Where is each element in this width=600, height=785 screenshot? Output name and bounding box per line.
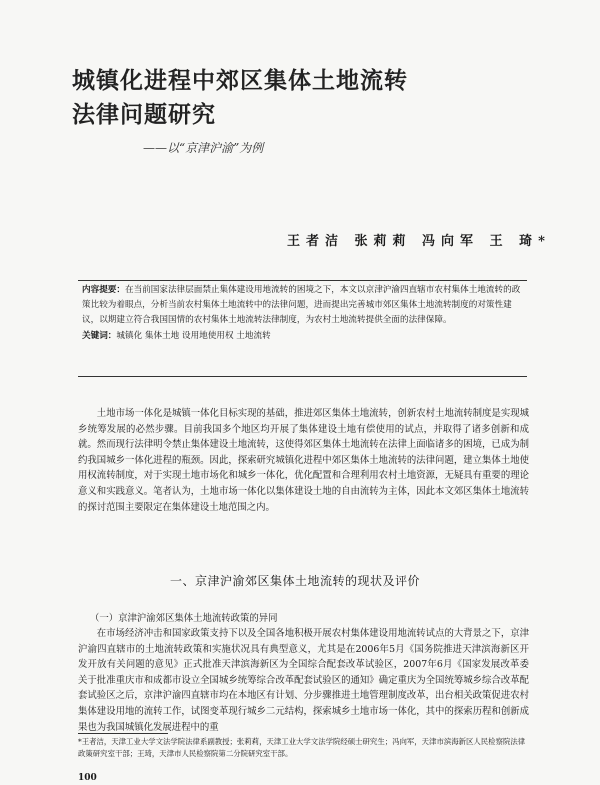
paper-title-line-2: 法律问题研究 (72, 102, 216, 128)
paper-title-line-1: 城镇化进程中郊区集体土地流转 (72, 68, 408, 94)
intro-paragraph: 土地市场一体化是城镇一体化目标实现的基础，推进郊区集体土地流转，创新农村土地流转制度是实现城乡统筹发展的必然步骤。目前我国多个地区均开展了集体建设土地有偿使用的试点，并取得了诸多创新和成就。然而现行法律明令禁止集体建设土地流转，这使得郊区集体土地流转在法律上面临诸多的困境，已成为制约我国城乡一体化进程的瓶颈。因此，探索研究城镇化进程中郊区集体土地流转的法律问题，建立集体土地使用权流转制度，对于实现土地市场化和城乡一体化，优化配置和合理利用农村土地资源，无疑具有重要的理论意义和实践意义。笔者认为，土地市场一体化以集体建设土地的自由流转为主体，因此本文郊区集体土地流转的探讨范围主要限定在集体建设土地范围之内。 (78, 408, 529, 513)
abstract-label: 内容提要： (82, 285, 125, 295)
abstract-top-rule (78, 280, 527, 281)
footnote: *王者洁，天津工业大学文法学院法律系副教授；张莉莉，天津工业大学文法学院经硕士研究生；冯向军，天津市滨海新区人民检察院法律政策研究室干部；王琦，天津市人民检察院第二分院研究室干部。 (78, 737, 526, 758)
abstract-block (82, 283, 524, 344)
section-paragraph: 在市场经济冲击和国家政策支持下以及全国各地积极开展农村集体建设用地流转试点的大背景之下，京津沪渝四直辖市的土地流转政策和实施状况具有典型意义，尤其是在2006年5月《国务院推进天津滨海新区开发开放有关问题的意见》正式批准天津滨海新区为全国综合配套改革试验区，2007年6月《国家发展改革委关于批准重庆市和成都市设立全国城乡统筹综合改革配套试验区的通知》确定重庆为全国统筹城乡综合改革配套试验区之后，京津沪渝四直辖市均在本地区有计划、分步骤推进土地管理制度改革，出台相关政策促进农村集体建设用地的流转工作，试图变革现行城乡二元结构，探索城乡土地市场一体化，其中的探索历程和创新成果也为我国城镇化发展进程中的重 (78, 628, 529, 733)
abstract-bottom-rule (78, 376, 527, 377)
keywords: 城镇化 集体土地 设用地使用权 土地流转 (116, 330, 271, 341)
authors: 王者洁 张莉莉 冯向军 王 琦* (287, 234, 551, 249)
section-heading: 一、京津沪渝郊区集体土地流转的现状及评价 (170, 574, 421, 588)
abstract-text: 在当前国家法律层面禁止集体建设用地流转的困境之下，本文以京津沪渝四直辖市农村集体土地流转的政策比较为着眼点，分析当前农村集体土地流转中的法律问题，进而提出完善城市郊区集体土地流转制度的对策性建议，以期建立符合我国国情的农村集体土地流转法律制度，为农村土地流转提供全面的法律保障。 (82, 285, 521, 326)
page-number: 100 (78, 773, 97, 783)
subtitle: ——以“京津沪渝”为例 (143, 141, 264, 155)
keywords-label: 关键词： (82, 330, 117, 341)
footnote-rule (78, 733, 168, 734)
subsection-heading: （一）京津沪渝郊区集体土地流转政策的异同 (90, 613, 278, 624)
